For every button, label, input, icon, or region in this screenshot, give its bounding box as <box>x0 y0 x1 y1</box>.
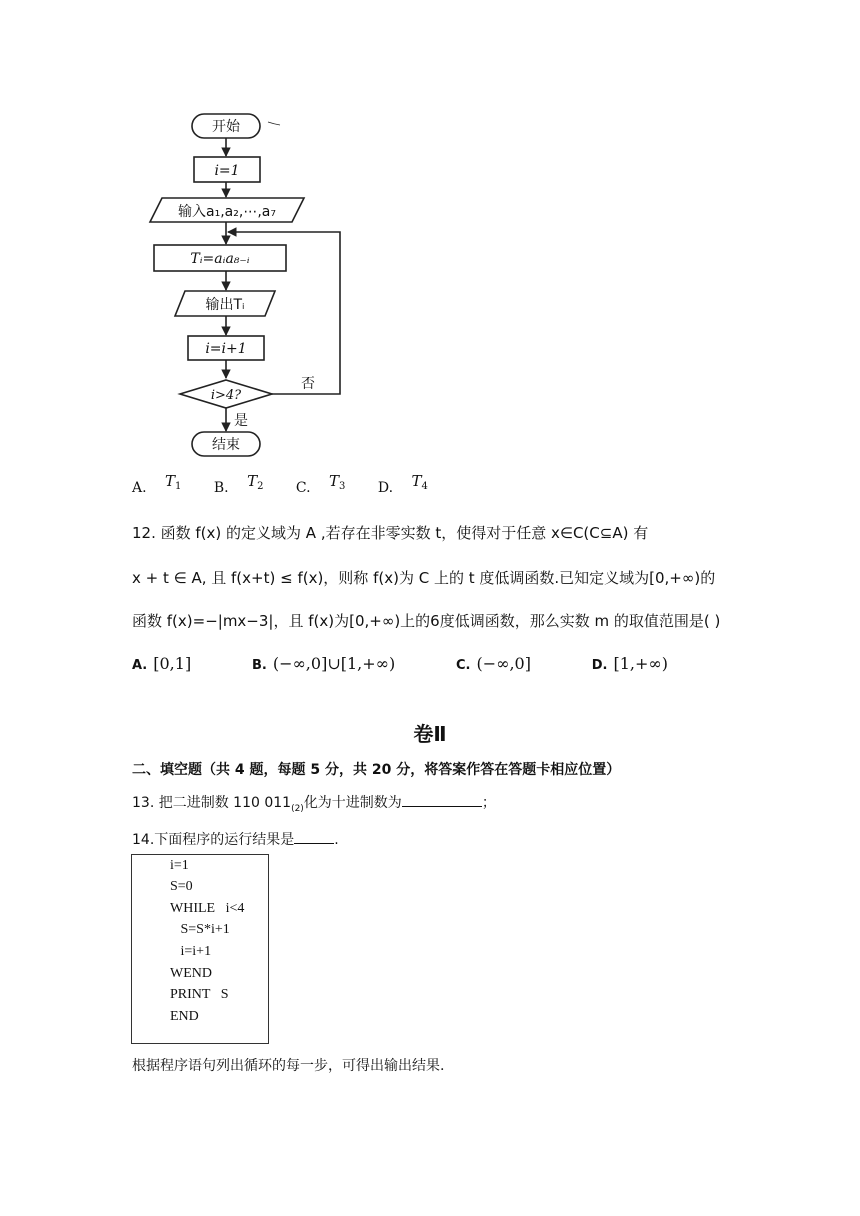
q12-option-c: C. (−∞,0] <box>455 654 531 673</box>
q12-line-1: 12. 函数 f(x) 的定义域为 A ,若存在非零实数 t，使得对于任意 x∈C(C⊆A) 有 <box>132 524 649 542</box>
program-line: PRINT S <box>170 987 229 1002</box>
flow-assign-text: Tᵢ=aᵢa₈₋ᵢ <box>190 251 250 267</box>
flow-init-text: i=1 <box>214 163 240 179</box>
q14 <box>132 829 339 849</box>
program-line: S=S*i+1 <box>170 922 230 937</box>
program-line: i=1 <box>170 858 189 873</box>
q14-answer-blank <box>294 831 334 844</box>
q13-end: ； <box>481 795 496 811</box>
q11-option-d: D. $T^4$ <box>377 472 428 496</box>
program-line: END <box>170 1009 199 1024</box>
volume-title: 卷Ⅱ <box>413 722 447 746</box>
q12-option-b: B. (−∞,0]∪[1,+∞) <box>251 654 396 673</box>
flowchart <box>140 100 370 470</box>
q12-option-d: D. [1,+∞) <box>591 654 668 673</box>
program-line: WHILE i<4 <box>170 901 245 916</box>
flow-end-text: 结束 <box>212 437 240 453</box>
flow-input-text: 输入a₁,a₂,⋯,a₇ <box>178 204 276 220</box>
solution-note: 根据程序语句列出循环的每一步，可得出输出结果. <box>132 1058 445 1074</box>
q13-base: (2) <box>291 804 304 814</box>
program-line: WEND <box>170 966 212 981</box>
q12-line-2: x + t ∈ A, 且 f(x+t) ≤ f(x)，则称 f(x)为 C 上的 t 度低调函数.已知定义域为[0,+∞)的 <box>132 569 716 587</box>
section-title: 二、填空题（共 4 题，每题 5 分，共 20 分，将答案作答在答题卡相应位置） <box>132 762 621 778</box>
q13-text-after: 化为十进制数为 <box>303 795 402 811</box>
q12-line-3: 函数 f(x)=−|mx−3|，且 f(x)为[0,+∞)上的6度低调函数，那么实数 m 的取值范围是( ) <box>132 612 721 630</box>
flow-start-text: 开始 <box>212 119 240 135</box>
q12-option-a: A. [0,1] <box>132 654 192 673</box>
flow-yes-label: 是 <box>234 413 248 429</box>
q14-end: . <box>334 832 339 848</box>
program-box <box>131 854 269 1044</box>
q11-option-b: B. $T^2$ <box>213 472 264 496</box>
q11-options <box>132 472 456 498</box>
program-line: S=0 <box>170 879 193 894</box>
q11-option-c: C. $T^3$ <box>295 472 346 496</box>
flow-increment-text: i=i+1 <box>205 341 247 357</box>
q14-text: 14.下面程序的运行结果是 <box>132 832 295 848</box>
q12-options <box>132 654 724 673</box>
flow-no-label: 否 <box>301 376 315 392</box>
q13-text: 13. 把二进制数 110 011 <box>132 795 292 811</box>
flow-output-text: 输出Tᵢ <box>205 297 245 313</box>
flow-condition-text: i>4? <box>210 388 242 403</box>
q13 <box>132 792 496 814</box>
program-line: i=i+1 <box>170 944 212 959</box>
q13-answer-blank <box>402 794 482 807</box>
q11-option-a: A. $T^1$ <box>132 472 182 496</box>
